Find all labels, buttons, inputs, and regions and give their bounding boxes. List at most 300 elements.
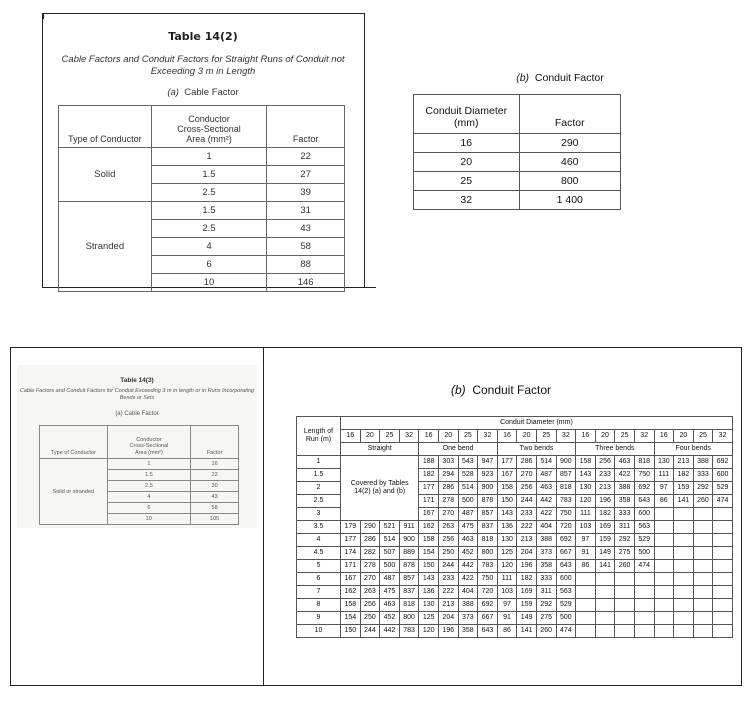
- cell-value: 204: [438, 612, 458, 625]
- diameter-header-cell: 16: [576, 430, 596, 443]
- header-area: [151, 106, 267, 148]
- header-factor: Factor: [267, 106, 345, 148]
- cell-value: 600: [556, 573, 576, 586]
- cell-value: 500: [556, 612, 576, 625]
- subtitle-label: (b): [516, 72, 530, 84]
- cell-value: 667: [478, 612, 498, 625]
- cell-value: 182: [595, 508, 615, 521]
- cell-value: 158: [497, 482, 517, 495]
- cell-value: 286: [360, 534, 380, 547]
- cell-length: 3.5: [297, 521, 341, 534]
- cell-value: [654, 573, 674, 586]
- cell-value: [576, 599, 596, 612]
- cell-diameter: 20: [414, 153, 520, 172]
- cell-value: [654, 612, 674, 625]
- cell-length: 1.5: [297, 469, 341, 482]
- conduit-bends-table: [296, 416, 733, 638]
- header-length: [297, 417, 341, 456]
- subtitle-text: Conduit Factor: [534, 72, 604, 84]
- header-type: Type of Conductor: [59, 106, 152, 148]
- header-diameter-line2: (mm): [454, 117, 479, 129]
- header-length-line1: Length of: [303, 428, 334, 435]
- cell-value: 256: [595, 456, 615, 469]
- cell-area: 1.5: [151, 202, 267, 220]
- cell-value: 179: [341, 521, 361, 534]
- cell-value: [576, 625, 596, 638]
- cell-value: 878: [478, 495, 498, 508]
- cell-value: 292: [615, 534, 635, 547]
- cell-value: [693, 560, 713, 573]
- cell-factor: 146: [267, 274, 345, 292]
- cell-value: [693, 612, 713, 625]
- cell-value: 692: [713, 456, 733, 469]
- cell-value: [634, 599, 654, 612]
- cell-value: 263: [438, 521, 458, 534]
- cell-value: 373: [458, 612, 478, 625]
- cable-factor-small-table: [39, 425, 239, 525]
- cable-factor-panel: [42, 13, 364, 288]
- cell-value: [654, 534, 674, 547]
- cell-value: [654, 599, 674, 612]
- cell-value: 143: [497, 508, 517, 521]
- group-stranded: Stranded: [59, 202, 152, 292]
- cell-value: [674, 521, 694, 534]
- header-area-line2: Cross-Sectional: [129, 443, 169, 449]
- cell-value: 270: [438, 508, 458, 521]
- cell-value: 196: [595, 495, 615, 508]
- cell-value: [654, 521, 674, 534]
- cell-factor: 105: [191, 514, 239, 525]
- cell-value: 97: [654, 482, 674, 495]
- cell-value: 111: [576, 508, 596, 521]
- cell-value: 900: [478, 482, 498, 495]
- header-factor: Factor: [191, 426, 239, 459]
- cell-value: [674, 586, 694, 599]
- cell-value: 174: [341, 547, 361, 560]
- cell-value: 244: [517, 495, 537, 508]
- table-subtitle: (a) Cable Factor: [115, 411, 159, 417]
- cell-value: 154: [419, 547, 439, 560]
- diameter-header-cell: 20: [674, 430, 694, 443]
- cell-value: 311: [615, 521, 635, 534]
- diameter-header-cell: 32: [556, 430, 576, 443]
- cell-value: 388: [536, 534, 556, 547]
- cell-value: [576, 612, 596, 625]
- cell-value: [634, 586, 654, 599]
- cell-value: [615, 586, 635, 599]
- cell-value: 452: [458, 547, 478, 560]
- cell-value: [693, 599, 713, 612]
- header-conduit-diameter: Conduit Diameter (mm): [341, 417, 733, 430]
- header-area: [107, 426, 191, 459]
- cell-value: 643: [634, 495, 654, 508]
- cell-value: [654, 508, 674, 521]
- cell-value: 103: [497, 586, 517, 599]
- cell-value: 857: [556, 469, 576, 482]
- cell-value: 233: [438, 573, 458, 586]
- covered-line1: Covered by Tables: [350, 480, 409, 487]
- cell-value: 750: [556, 508, 576, 521]
- cell-value: 818: [399, 599, 419, 612]
- cell-length: 7: [297, 586, 341, 599]
- cell-value: 141: [595, 560, 615, 573]
- group-header-row: [297, 443, 733, 456]
- cell-value: 388: [615, 482, 635, 495]
- subtitle-label: (b): [450, 383, 466, 397]
- cell-length: 6: [297, 573, 341, 586]
- cell-value: 278: [438, 495, 458, 508]
- cell-value: 97: [497, 599, 517, 612]
- cell-value: 250: [360, 612, 380, 625]
- table-row: [297, 547, 733, 560]
- cell-value: 213: [438, 599, 458, 612]
- diameter-header-cell: 16: [419, 430, 439, 443]
- cell-length: 4: [297, 534, 341, 547]
- group-header-cell: Four bends: [654, 443, 732, 456]
- diameter-header-cell: 25: [458, 430, 478, 443]
- cell-value: 188: [419, 456, 439, 469]
- conduit-factor-table: [413, 94, 621, 210]
- cell-value: 244: [360, 625, 380, 638]
- cell-value: 388: [458, 599, 478, 612]
- cell-value: 442: [380, 625, 400, 638]
- cell-value: 643: [478, 625, 498, 638]
- cell-value: 290: [360, 521, 380, 534]
- cell-value: 818: [634, 456, 654, 469]
- cell-value: 130: [497, 534, 517, 547]
- diameter-header-cell: 32: [634, 430, 654, 443]
- cell-value: 720: [478, 586, 498, 599]
- conduit-bends-subtitle: [264, 383, 738, 397]
- cell-value: [654, 547, 674, 560]
- bottom-frame-bottom: [10, 685, 742, 686]
- cell-value: 358: [458, 625, 478, 638]
- cell-value: [595, 573, 615, 586]
- cell-value: 474: [713, 495, 733, 508]
- subtitle-text: Cable Factor: [184, 87, 239, 98]
- cell-length: 9: [297, 612, 341, 625]
- cell-value: 244: [438, 560, 458, 573]
- cell-value: 286: [517, 456, 537, 469]
- table-row: [297, 560, 733, 573]
- cell-value: 720: [556, 521, 576, 534]
- cell-diameter: 16: [414, 134, 520, 153]
- cell-value: 294: [438, 469, 458, 482]
- cell-value: 136: [497, 521, 517, 534]
- cell-value: 136: [419, 586, 439, 599]
- cell-value: [713, 573, 733, 586]
- cell-value: 196: [438, 625, 458, 638]
- diameter-header-cell: 32: [713, 430, 733, 443]
- cell-value: [674, 560, 694, 573]
- cell-value: 120: [497, 560, 517, 573]
- cell-value: 177: [419, 482, 439, 495]
- conduit-subtitle: [365, 72, 755, 84]
- cell-value: 260: [615, 560, 635, 573]
- table-row: [297, 521, 733, 534]
- diameter-header-cell: 25: [615, 430, 635, 443]
- cell-value: [615, 612, 635, 625]
- cell-length: 2: [297, 482, 341, 495]
- cell-value: [615, 573, 635, 586]
- diameter-header-row: [297, 430, 733, 443]
- cell-value: 800: [399, 612, 419, 625]
- group-header-cell: Straight: [341, 443, 419, 456]
- cell-value: 500: [634, 547, 654, 560]
- cell-value: 282: [360, 547, 380, 560]
- cell-value: 130: [419, 599, 439, 612]
- cell-value: 463: [615, 456, 635, 469]
- cell-value: [693, 625, 713, 638]
- cell-value: [674, 508, 694, 521]
- cell-value: 125: [497, 547, 517, 560]
- cell-value: 692: [478, 599, 498, 612]
- cell-value: 141: [674, 495, 694, 508]
- table-row: [297, 456, 733, 469]
- cell-value: 292: [536, 599, 556, 612]
- diameter-header-cell: 32: [399, 430, 419, 443]
- cell-value: 222: [517, 521, 537, 534]
- group-header-cell: Two bends: [497, 443, 575, 456]
- cell-area: 1: [107, 459, 191, 470]
- cell-value: 167: [341, 573, 361, 586]
- cell-value: [713, 625, 733, 638]
- table-row: [297, 612, 733, 625]
- cell-value: 159: [595, 534, 615, 547]
- cell-value: 111: [497, 573, 517, 586]
- header-area-line2: Cross-Sectional: [177, 124, 241, 134]
- cell-value: 500: [380, 560, 400, 573]
- cell-value: [674, 625, 694, 638]
- cell-value: 91: [497, 612, 517, 625]
- cell-factor: 58: [267, 238, 345, 256]
- diameter-header-cell: 25: [380, 430, 400, 443]
- cell-value: 177: [497, 456, 517, 469]
- cell-value: [713, 547, 733, 560]
- cell-value: 487: [458, 508, 478, 521]
- cell-value: 130: [654, 456, 674, 469]
- cell-value: 275: [615, 547, 635, 560]
- cell-value: 507: [380, 547, 400, 560]
- cell-value: 260: [693, 495, 713, 508]
- cell-factor: 800: [519, 172, 620, 191]
- cell-diameter: 25: [414, 172, 520, 191]
- cell-length: 4.5: [297, 547, 341, 560]
- cell-value: [713, 534, 733, 547]
- cell-value: 213: [595, 482, 615, 495]
- table-title: Table 14(2): [168, 30, 238, 43]
- subtitle-label: (a): [167, 87, 179, 98]
- cell-value: 196: [517, 560, 537, 573]
- cell-value: 158: [576, 456, 596, 469]
- cell-value: 783: [478, 560, 498, 573]
- cell-value: 204: [517, 547, 537, 560]
- table-row: [297, 599, 733, 612]
- cell-value: 514: [380, 534, 400, 547]
- cell-value: 233: [517, 508, 537, 521]
- cell-value: [713, 521, 733, 534]
- cell-value: 143: [419, 573, 439, 586]
- header-length-line2: Run (m): [305, 436, 332, 443]
- cell-value: 474: [634, 560, 654, 573]
- cell-value: 150: [341, 625, 361, 638]
- cell-value: 475: [458, 521, 478, 534]
- cell-area: 4: [107, 492, 191, 503]
- cell-factor: 39: [267, 184, 345, 202]
- cell-value: 182: [674, 469, 694, 482]
- cell-value: 111: [654, 469, 674, 482]
- cell-value: 158: [341, 599, 361, 612]
- cell-area: 10: [151, 274, 267, 292]
- cell-value: [693, 547, 713, 560]
- cell-value: 528: [458, 469, 478, 482]
- cell-value: 182: [517, 573, 537, 586]
- cell-value: 837: [399, 586, 419, 599]
- cell-value: 600: [634, 508, 654, 521]
- cell-value: 487: [536, 469, 556, 482]
- cell-value: 286: [438, 482, 458, 495]
- diameter-header-cell: 20: [438, 430, 458, 443]
- cable-factor-small-panel: [11, 348, 263, 685]
- cell-value: [615, 599, 635, 612]
- cell-value: 500: [458, 495, 478, 508]
- cell-value: 358: [536, 560, 556, 573]
- cell-value: 463: [458, 534, 478, 547]
- cell-value: 837: [478, 521, 498, 534]
- cell-area: 1.5: [151, 166, 267, 184]
- cell-value: 514: [458, 482, 478, 495]
- cell-value: 422: [536, 508, 556, 521]
- table-row: [297, 625, 733, 638]
- header-area-line3: Area (mm²): [135, 449, 163, 456]
- cell-value: 404: [458, 586, 478, 599]
- cell-value: 333: [536, 573, 556, 586]
- header-diameter-line1: Conduit Diameter: [425, 105, 508, 117]
- cell-value: 86: [654, 495, 674, 508]
- cell-value: 358: [615, 495, 635, 508]
- cell-value: [576, 586, 596, 599]
- cell-area: 10: [107, 514, 191, 525]
- cell-value: 373: [536, 547, 556, 560]
- cell-area: 2.5: [151, 184, 267, 202]
- cell-area: 6: [151, 256, 267, 274]
- cell-value: [595, 612, 615, 625]
- cell-factor: 58: [191, 503, 239, 514]
- cell-value: 169: [595, 521, 615, 534]
- cell-value: 600: [713, 469, 733, 482]
- cell-value: 529: [713, 482, 733, 495]
- cell-value: 86: [497, 625, 517, 638]
- cell-value: 162: [341, 586, 361, 599]
- cell-value: 278: [360, 560, 380, 573]
- cell-value: 263: [360, 586, 380, 599]
- cell-value: 120: [576, 495, 596, 508]
- cell-value: 97: [576, 534, 596, 547]
- cell-value: 275: [536, 612, 556, 625]
- cell-area: 2.5: [151, 220, 267, 238]
- cell-value: 256: [517, 482, 537, 495]
- cell-value: 442: [536, 495, 556, 508]
- cell-value: 947: [478, 456, 498, 469]
- table-row: [297, 534, 733, 547]
- cell-value: 311: [536, 586, 556, 599]
- diameter-header-cell: 16: [341, 430, 361, 443]
- cell-value: 182: [419, 469, 439, 482]
- bottom-frame-right: [741, 347, 742, 686]
- cell-value: 452: [380, 612, 400, 625]
- cell-value: 783: [399, 625, 419, 638]
- cell-value: [595, 586, 615, 599]
- cell-value: 333: [615, 508, 635, 521]
- cell-value: 141: [517, 625, 537, 638]
- cell-value: 150: [497, 495, 517, 508]
- cell-value: 474: [556, 625, 576, 638]
- cell-value: 404: [536, 521, 556, 534]
- cell-value: 169: [517, 586, 537, 599]
- diameter-header-cell: 20: [360, 430, 380, 443]
- cell-value: [713, 599, 733, 612]
- cell-factor: 16: [191, 459, 239, 470]
- cell-area: 4: [151, 238, 267, 256]
- cell-value: 292: [693, 482, 713, 495]
- cell-value: 250: [438, 547, 458, 560]
- cell-area: 2.5: [107, 481, 191, 492]
- cell-length: 8: [297, 599, 341, 612]
- cell-value: [693, 573, 713, 586]
- cell-value: 422: [458, 573, 478, 586]
- cell-value: 529: [634, 534, 654, 547]
- cell-length: 1: [297, 456, 341, 469]
- cell-length: 5: [297, 560, 341, 573]
- cell-value: 750: [634, 469, 654, 482]
- cell-factor: 30: [191, 481, 239, 492]
- diameter-header-cell: 16: [654, 430, 674, 443]
- conduit-factor-panel: [365, 13, 755, 288]
- cell-value: 103: [576, 521, 596, 534]
- group-solid-or-stranded: Solid or stranded: [40, 459, 108, 525]
- table-title: Table 14(3): [120, 377, 154, 384]
- covered-by-tables-note: [341, 456, 419, 521]
- cell-value: 543: [458, 456, 478, 469]
- cell-value: 143: [576, 469, 596, 482]
- diameter-header-cell: 16: [497, 430, 517, 443]
- cell-value: [674, 599, 694, 612]
- cell-value: 213: [674, 456, 694, 469]
- cell-value: 213: [517, 534, 537, 547]
- cell-value: 149: [517, 612, 537, 625]
- cell-value: [713, 586, 733, 599]
- cell-value: 130: [576, 482, 596, 495]
- cell-factor: 460: [519, 153, 620, 172]
- cell-value: [674, 612, 694, 625]
- cell-factor: 31: [267, 202, 345, 220]
- cell-value: 463: [380, 599, 400, 612]
- covered-line2: 14(2) (a) and (b): [354, 488, 406, 495]
- diameter-header-cell: 32: [478, 430, 498, 443]
- cell-value: 270: [360, 573, 380, 586]
- cell-length: 10: [297, 625, 341, 638]
- cell-value: [595, 599, 615, 612]
- cell-value: [654, 625, 674, 638]
- cell-value: 563: [634, 521, 654, 534]
- cell-value: 475: [380, 586, 400, 599]
- cell-value: 171: [341, 560, 361, 573]
- cell-value: 818: [556, 482, 576, 495]
- cell-value: [634, 573, 654, 586]
- cell-factor: 22: [267, 148, 345, 166]
- cell-value: 162: [419, 521, 439, 534]
- cell-value: 120: [419, 625, 439, 638]
